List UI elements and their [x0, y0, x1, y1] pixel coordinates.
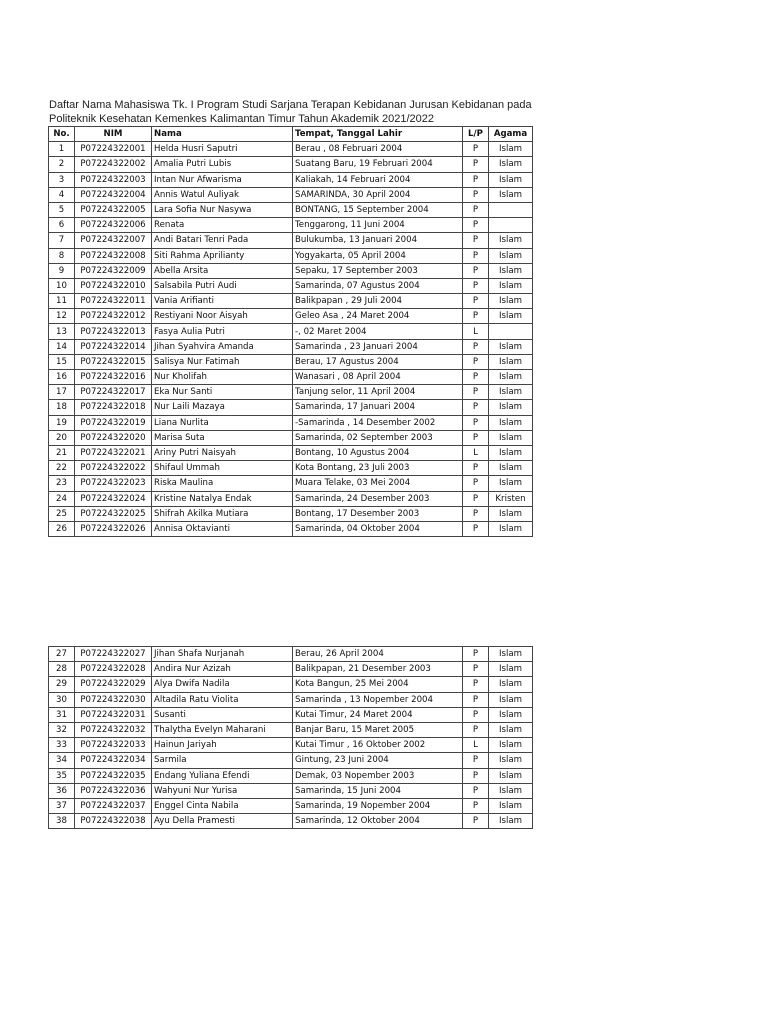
- cell-no: 19: [49, 415, 75, 430]
- cell-gender: P: [463, 814, 489, 829]
- cell-birth: -Samarinda , 14 Desember 2002: [293, 415, 463, 430]
- cell-gender: L: [463, 738, 489, 753]
- table-row: [49, 187, 533, 202]
- table-row: [49, 692, 533, 707]
- cell-no: 17: [49, 385, 75, 400]
- cell-birth: Kutai Timur, 24 Maret 2004: [293, 707, 463, 722]
- cell-nim: P07224322002: [75, 157, 152, 172]
- cell-religion: Islam: [489, 506, 533, 521]
- cell-gender: P: [463, 385, 489, 400]
- cell-no: 6: [49, 218, 75, 233]
- table-row: [49, 172, 533, 187]
- cell-no: 38: [49, 814, 75, 829]
- cell-religion: Islam: [489, 783, 533, 798]
- cell-gender: P: [463, 172, 489, 187]
- cell-birth: Kaliakah, 14 Februari 2004: [293, 172, 463, 187]
- cell-birth: Wanasari , 08 April 2004: [293, 370, 463, 385]
- table-row: [49, 753, 533, 768]
- cell-nama: Salsabila Putri Audi: [152, 278, 293, 293]
- cell-religion: Islam: [489, 662, 533, 677]
- cell-religion: Islam: [489, 187, 533, 202]
- cell-religion: Islam: [489, 172, 533, 187]
- cell-gender: P: [463, 339, 489, 354]
- cell-gender: P: [463, 354, 489, 369]
- cell-birth: Samarinda, 17 Januari 2004: [293, 400, 463, 415]
- cell-gender: P: [463, 692, 489, 707]
- cell-no: 21: [49, 445, 75, 460]
- cell-no: 24: [49, 491, 75, 506]
- cell-no: 18: [49, 400, 75, 415]
- cell-nama: Liana Nurlita: [152, 415, 293, 430]
- cell-religion: Islam: [489, 339, 533, 354]
- cell-nama: Nur Kholifah: [152, 370, 293, 385]
- cell-nim: P07224322014: [75, 339, 152, 354]
- table-row: [49, 157, 533, 172]
- cell-birth: BONTANG, 15 September 2004: [293, 202, 463, 217]
- cell-birth: Gintung, 23 Juni 2004: [293, 753, 463, 768]
- cell-birth: Bulukumba, 13 Januari 2004: [293, 233, 463, 248]
- cell-no: 15: [49, 354, 75, 369]
- cell-religion: Islam: [489, 677, 533, 692]
- cell-no: 35: [49, 768, 75, 783]
- cell-nim: P07224322005: [75, 202, 152, 217]
- cell-religion: Islam: [489, 309, 533, 324]
- cell-nama: Annisa Oktavianti: [152, 521, 293, 536]
- cell-gender: P: [463, 662, 489, 677]
- cell-nim: P07224322036: [75, 783, 152, 798]
- cell-no: 30: [49, 692, 75, 707]
- cell-nim: P07224322020: [75, 430, 152, 445]
- table-header-row: [49, 127, 533, 142]
- cell-religion: Islam: [489, 707, 533, 722]
- table-row: [49, 278, 533, 293]
- cell-religion: Islam: [489, 415, 533, 430]
- cell-birth: Samarinda , 23 Januari 2004: [293, 339, 463, 354]
- cell-birth: Samarinda, 02 September 2003: [293, 430, 463, 445]
- cell-birth: Kutai Timur , 16 Oktober 2002: [293, 738, 463, 753]
- cell-gender: P: [463, 157, 489, 172]
- cell-nama: Thalytha Evelyn Maharani: [152, 722, 293, 737]
- cell-no: 37: [49, 798, 75, 813]
- cell-gender: P: [463, 278, 489, 293]
- table-row: [49, 677, 533, 692]
- cell-religion: Islam: [489, 142, 533, 157]
- title-line-1: Daftar Nama Mahasiswa Tk. I Program Studi Sarjana Terapan Kebidanan Jurusan Kebidanan pada: [49, 99, 532, 111]
- cell-nim: P07224322025: [75, 506, 152, 521]
- document-title: [49, 99, 549, 126]
- cell-no: 26: [49, 521, 75, 536]
- header-birth: Tempat, Tanggal Lahir: [293, 127, 463, 142]
- cell-nim: P07224322008: [75, 248, 152, 263]
- cell-nama: Susanti: [152, 707, 293, 722]
- table-row: [49, 707, 533, 722]
- cell-religion: Islam: [489, 738, 533, 753]
- cell-birth: Yogyakarta, 05 April 2004: [293, 248, 463, 263]
- table-row: [49, 722, 533, 737]
- cell-birth: -, 02 Maret 2004: [293, 324, 463, 339]
- cell-birth: Berau, 17 Agustus 2004: [293, 354, 463, 369]
- cell-gender: P: [463, 521, 489, 536]
- cell-no: 36: [49, 783, 75, 798]
- cell-nama: Jihan Shafa Nurjanah: [152, 647, 293, 662]
- cell-gender: P: [463, 722, 489, 737]
- cell-no: 23: [49, 476, 75, 491]
- cell-gender: P: [463, 263, 489, 278]
- title-line-2: Politeknik Kesehatan Kemenkes Kalimantan Timur Tahun Akademik 2021/2022: [49, 112, 435, 125]
- table-row: [49, 506, 533, 521]
- cell-no: 14: [49, 339, 75, 354]
- cell-birth: SAMARINDA, 30 April 2004: [293, 187, 463, 202]
- cell-nim: P07224322033: [75, 738, 152, 753]
- cell-no: 31: [49, 707, 75, 722]
- cell-religion: Islam: [489, 461, 533, 476]
- cell-no: 20: [49, 430, 75, 445]
- cell-nama: Shifrah Akilka Mutiara: [152, 506, 293, 521]
- cell-no: 8: [49, 248, 75, 263]
- cell-gender: P: [463, 309, 489, 324]
- cell-religion: Islam: [489, 753, 533, 768]
- cell-religion: Islam: [489, 798, 533, 813]
- cell-religion: Islam: [489, 354, 533, 369]
- cell-birth: Balikpapan, 21 Desember 2003: [293, 662, 463, 677]
- cell-no: 28: [49, 662, 75, 677]
- cell-nama: Fasya Aulia Putri: [152, 324, 293, 339]
- cell-gender: P: [463, 768, 489, 783]
- cell-nim: P07224322013: [75, 324, 152, 339]
- table-row: [49, 798, 533, 813]
- cell-nama: Nur Laili Mazaya: [152, 400, 293, 415]
- cell-nama: Enggel Cinta Nabila: [152, 798, 293, 813]
- cell-nim: P07224322015: [75, 354, 152, 369]
- cell-religion: Islam: [489, 476, 533, 491]
- cell-no: 16: [49, 370, 75, 385]
- cell-religion: Islam: [489, 445, 533, 460]
- cell-nim: P07224322022: [75, 461, 152, 476]
- cell-nim: P07224322032: [75, 722, 152, 737]
- cell-nim: P07224322028: [75, 662, 152, 677]
- cell-nama: Ayu Della Pramesti: [152, 814, 293, 829]
- cell-birth: Muara Telake, 03 Mei 2004: [293, 476, 463, 491]
- cell-religion: Islam: [489, 430, 533, 445]
- table-row: [49, 370, 533, 385]
- cell-nim: P07224322010: [75, 278, 152, 293]
- cell-gender: P: [463, 491, 489, 506]
- table-row: [49, 309, 533, 324]
- cell-nama: Siti Rahma Aprilianty: [152, 248, 293, 263]
- table-row: [49, 202, 533, 217]
- cell-religion: Islam: [489, 400, 533, 415]
- cell-no: 25: [49, 506, 75, 521]
- table-row: [49, 783, 533, 798]
- cell-birth: Samarinda, 07 Agustus 2004: [293, 278, 463, 293]
- header-gender: L/P: [463, 127, 489, 142]
- cell-gender: P: [463, 415, 489, 430]
- cell-birth: Samarinda , 13 Nopember 2004: [293, 692, 463, 707]
- table-row: [49, 294, 533, 309]
- cell-no: 2: [49, 157, 75, 172]
- cell-gender: P: [463, 248, 489, 263]
- cell-gender: P: [463, 142, 489, 157]
- cell-nim: P07224322030: [75, 692, 152, 707]
- cell-birth: Tanjung selor, 11 April 2004: [293, 385, 463, 400]
- cell-nim: P07224322024: [75, 491, 152, 506]
- cell-religion: Islam: [489, 294, 533, 309]
- cell-gender: P: [463, 753, 489, 768]
- header-nim: NIM: [75, 127, 152, 142]
- cell-religion: Islam: [489, 157, 533, 172]
- cell-nim: P07224322018: [75, 400, 152, 415]
- cell-birth: Bontang, 17 Desember 2003: [293, 506, 463, 521]
- cell-no: 34: [49, 753, 75, 768]
- cell-nama: Kristine Natalya Endak: [152, 491, 293, 506]
- cell-no: 7: [49, 233, 75, 248]
- cell-no: 5: [49, 202, 75, 217]
- table-row: [49, 233, 533, 248]
- cell-religion: Islam: [489, 233, 533, 248]
- cell-gender: P: [463, 798, 489, 813]
- cell-nim: P07224322026: [75, 521, 152, 536]
- cell-nama: Lara Sofia Nur Nasywa: [152, 202, 293, 217]
- cell-nim: P07224322035: [75, 768, 152, 783]
- cell-nim: P07224322001: [75, 142, 152, 157]
- cell-gender: P: [463, 202, 489, 217]
- cell-nama: Restiyani Noor Aisyah: [152, 309, 293, 324]
- cell-religion: Islam: [489, 521, 533, 536]
- table-row: [49, 430, 533, 445]
- cell-nama: Wahyuni Nur Yurisa: [152, 783, 293, 798]
- cell-gender: P: [463, 707, 489, 722]
- cell-nama: Riska Maulina: [152, 476, 293, 491]
- cell-religion: Islam: [489, 248, 533, 263]
- cell-no: 13: [49, 324, 75, 339]
- cell-no: 10: [49, 278, 75, 293]
- table-row: [49, 324, 533, 339]
- cell-birth: Samarinda, 04 Oktober 2004: [293, 521, 463, 536]
- cell-birth: Samarinda, 12 Oktober 2004: [293, 814, 463, 829]
- cell-nama: Vania Arifianti: [152, 294, 293, 309]
- cell-gender: P: [463, 233, 489, 248]
- table-row: [49, 385, 533, 400]
- cell-birth: Banjar Baru, 15 Maret 2005: [293, 722, 463, 737]
- cell-nama: Intan Nur Afwarisma: [152, 172, 293, 187]
- cell-nim: P07224322021: [75, 445, 152, 460]
- cell-nama: Helda Husri Saputri: [152, 142, 293, 157]
- cell-nim: P07224322007: [75, 233, 152, 248]
- cell-gender: L: [463, 324, 489, 339]
- cell-birth: Samarinda, 19 Nopember 2004: [293, 798, 463, 813]
- cell-religion: Islam: [489, 647, 533, 662]
- cell-nim: P07224322006: [75, 218, 152, 233]
- cell-religion: [489, 324, 533, 339]
- cell-no: 3: [49, 172, 75, 187]
- cell-birth: Berau , 08 Februari 2004: [293, 142, 463, 157]
- cell-gender: P: [463, 187, 489, 202]
- cell-no: 33: [49, 738, 75, 753]
- table-row: [49, 491, 533, 506]
- student-table-part-1: [48, 126, 533, 537]
- cell-nim: P07224322038: [75, 814, 152, 829]
- cell-nama: Marisa Suta: [152, 430, 293, 445]
- cell-no: 9: [49, 263, 75, 278]
- table-row: [49, 263, 533, 278]
- cell-birth: Kota Bontang, 23 Juli 2003: [293, 461, 463, 476]
- cell-nama: Shifaul Ummah: [152, 461, 293, 476]
- cell-religion: Islam: [489, 385, 533, 400]
- cell-birth: Geleo Asa , 24 Maret 2004: [293, 309, 463, 324]
- cell-no: 22: [49, 461, 75, 476]
- cell-birth: Samarinda, 24 Desember 2003: [293, 491, 463, 506]
- student-table-part-2: [48, 646, 533, 829]
- cell-nama: Alya Dwifa Nadila: [152, 677, 293, 692]
- cell-nim: P07224322012: [75, 309, 152, 324]
- cell-nama: Abella Arsita: [152, 263, 293, 278]
- cell-nim: P07224322017: [75, 385, 152, 400]
- table-row: [49, 738, 533, 753]
- table-row: [49, 476, 533, 491]
- cell-nim: P07224322019: [75, 415, 152, 430]
- cell-gender: P: [463, 461, 489, 476]
- cell-nama: Eka Nur Santi: [152, 385, 293, 400]
- cell-gender: P: [463, 677, 489, 692]
- cell-nim: P07224322003: [75, 172, 152, 187]
- cell-nama: Endang Yuliana Efendi: [152, 768, 293, 783]
- cell-birth: Demak, 03 Nopember 2003: [293, 768, 463, 783]
- table-row: [49, 814, 533, 829]
- cell-religion: Islam: [489, 692, 533, 707]
- cell-religion: Kristen: [489, 491, 533, 506]
- cell-nama: Jihan Syahvira Amanda: [152, 339, 293, 354]
- cell-religion: Islam: [489, 263, 533, 278]
- cell-birth: Sepaku, 17 September 2003: [293, 263, 463, 278]
- cell-religion: Islam: [489, 722, 533, 737]
- cell-nim: P07224322031: [75, 707, 152, 722]
- cell-nama: Sarmila: [152, 753, 293, 768]
- header-nama: Nama: [152, 127, 293, 142]
- cell-gender: P: [463, 400, 489, 415]
- cell-nim: P07224322011: [75, 294, 152, 309]
- cell-nama: Andira Nur Azizah: [152, 662, 293, 677]
- cell-gender: P: [463, 647, 489, 662]
- table-row: [49, 768, 533, 783]
- header-no: No.: [49, 127, 75, 142]
- table-row: [49, 461, 533, 476]
- table-row: [49, 218, 533, 233]
- cell-birth: Samarinda, 15 Juni 2004: [293, 783, 463, 798]
- table-row: [49, 400, 533, 415]
- cell-nama: Hainun Jariyah: [152, 738, 293, 753]
- cell-birth: Kota Bangun, 25 Mei 2004: [293, 677, 463, 692]
- cell-no: 29: [49, 677, 75, 692]
- table-row: [49, 415, 533, 430]
- header-religion: Agama: [489, 127, 533, 142]
- cell-nama: Andi Batari Tenri Pada: [152, 233, 293, 248]
- cell-gender: P: [463, 294, 489, 309]
- cell-religion: [489, 218, 533, 233]
- cell-birth: Berau, 26 April 2004: [293, 647, 463, 662]
- cell-nim: P07224322037: [75, 798, 152, 813]
- cell-nim: P07224322016: [75, 370, 152, 385]
- cell-gender: P: [463, 430, 489, 445]
- cell-religion: Islam: [489, 370, 533, 385]
- cell-nim: P07224322029: [75, 677, 152, 692]
- cell-nama: Salisya Nur Fatimah: [152, 354, 293, 369]
- table-row: [49, 647, 533, 662]
- table-row: [49, 445, 533, 460]
- cell-religion: [489, 202, 533, 217]
- cell-nim: P07224322009: [75, 263, 152, 278]
- cell-birth: Bontang, 10 Agustus 2004: [293, 445, 463, 460]
- cell-no: 4: [49, 187, 75, 202]
- cell-religion: Islam: [489, 278, 533, 293]
- cell-gender: P: [463, 783, 489, 798]
- cell-birth: Balikpapan , 29 Juli 2004: [293, 294, 463, 309]
- cell-nama: Altadila Ratu Violita: [152, 692, 293, 707]
- table-row: [49, 662, 533, 677]
- cell-nim: P07224322034: [75, 753, 152, 768]
- table-row: [49, 248, 533, 263]
- cell-nim: P07224322004: [75, 187, 152, 202]
- cell-nama: Renata: [152, 218, 293, 233]
- table-row: [49, 142, 533, 157]
- cell-gender: P: [463, 506, 489, 521]
- cell-gender: P: [463, 370, 489, 385]
- cell-gender: P: [463, 476, 489, 491]
- cell-no: 12: [49, 309, 75, 324]
- table-row: [49, 354, 533, 369]
- cell-nama: Annis Watul Auliyak: [152, 187, 293, 202]
- cell-nama: Ariny Putri Naisyah: [152, 445, 293, 460]
- cell-religion: Islam: [489, 768, 533, 783]
- table-row: [49, 521, 533, 536]
- cell-no: 27: [49, 647, 75, 662]
- cell-religion: Islam: [489, 814, 533, 829]
- cell-gender: P: [463, 218, 489, 233]
- cell-birth: Tenggarong, 11 Juni 2004: [293, 218, 463, 233]
- cell-nim: P07224322023: [75, 476, 152, 491]
- cell-gender: L: [463, 445, 489, 460]
- cell-birth: Suatang Baru, 19 Februari 2004: [293, 157, 463, 172]
- cell-no: 11: [49, 294, 75, 309]
- cell-no: 1: [49, 142, 75, 157]
- cell-no: 32: [49, 722, 75, 737]
- cell-nama: Amalia Putri Lubis: [152, 157, 293, 172]
- table-row: [49, 339, 533, 354]
- cell-nim: P07224322027: [75, 647, 152, 662]
